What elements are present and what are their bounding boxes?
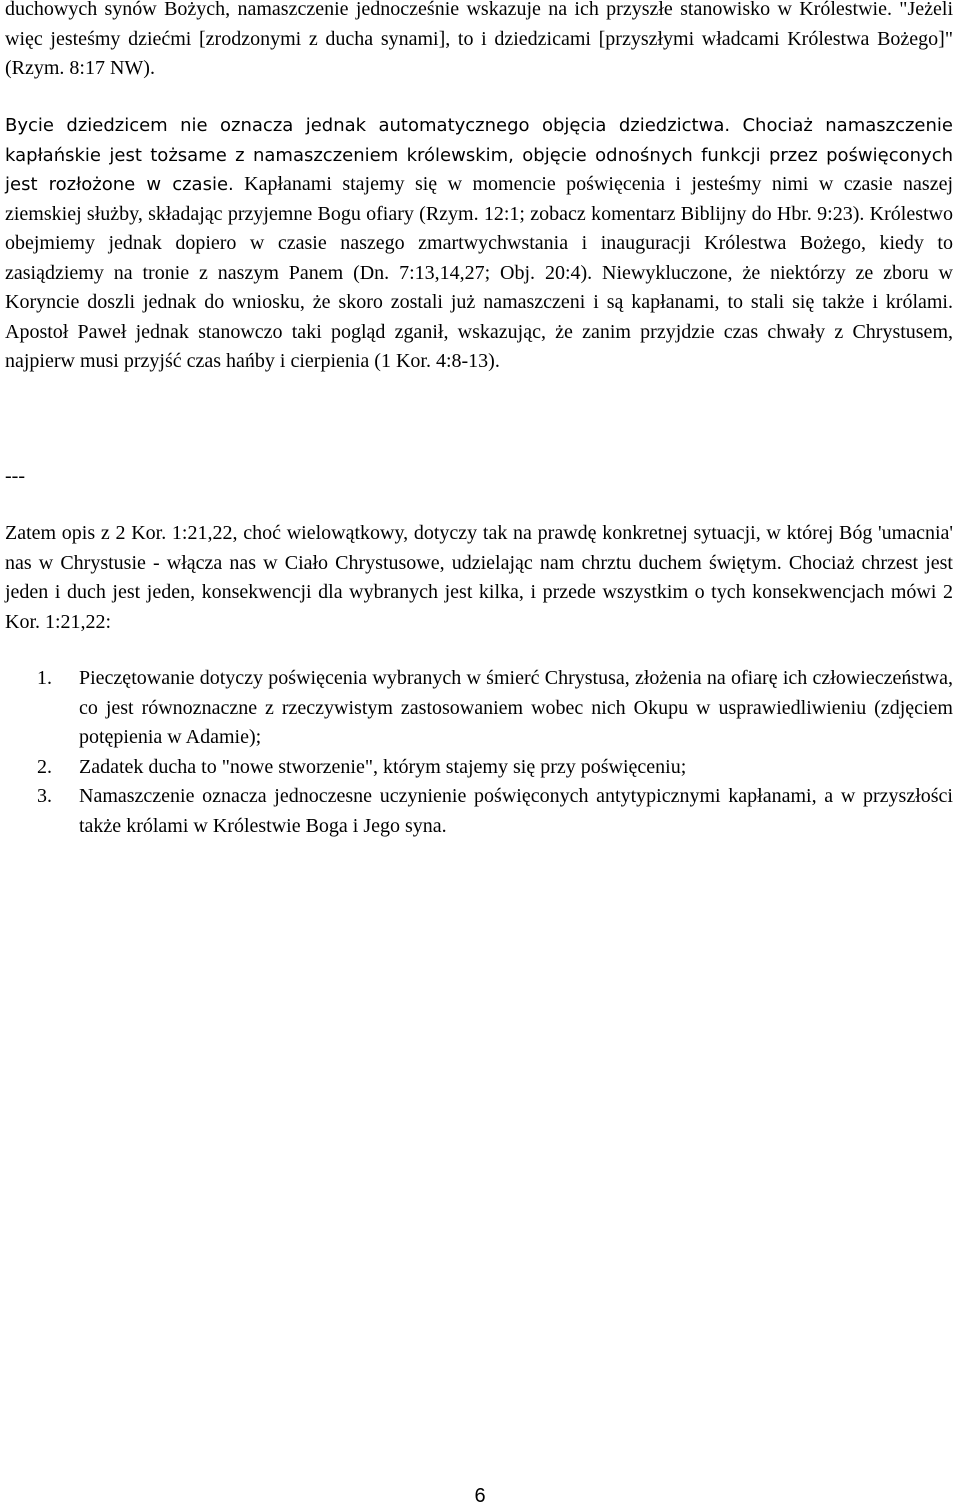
list-item-text: Pieczętowanie dotyczy poświęcenia wybranych w śmierć Chrystusa, złożenia na ofiarę ich człowieczeństwa, co jest równoznaczne z rzeczywistym zastosowaniem wobec nich Okupu w usprawiedliwieniu (zdjęciem potępienia w Adamie); bbox=[79, 667, 953, 748]
paragraph-2-sans-part: Bycie dziedzicem nie oznacza jednak automatycznego objęcia dziedzictwa. Chociaż namaszczenie kapłańskie jest tożsame z namaszczeniem królewskim, objęcie odnośnych funkcji przez poświęconych jest rozłożone w czasie. bbox=[5, 115, 953, 195]
list-item-number: 1. bbox=[37, 667, 52, 689]
list-item-text: Zadatek ducha to "nowe stworzenie", którym stajemy się przy poświęceniu; bbox=[79, 755, 687, 778]
section-separator: --- bbox=[5, 465, 25, 487]
paragraph-3: Zatem opis z 2 Kor. 1:21,22, choć wielowątkowy, dotyczy tak na prawdę konkretnej sytuacji, w której Bóg 'umacnia' nas w Chrystusie - włącza nas w Ciało Chrystusowe, udzielając nam chrztu duchem świętym. Chociaż chrzest jest jeden i duch jest jeden, konsekwencji dla wybranych jest kilka, i przede wszystkim o tych konsekwencjach mówi 2 Kor. 1:21,22: bbox=[5, 522, 953, 633]
paragraph-1: duchowych synów Bożych, namaszczenie jednocześnie wskazuje na ich przyszłe stanowisko w Królestwie. "Jeżeli więc jesteśmy dziećmi [zrodzonymi z ducha synami], to i dziedzicami [przyszłymi władcami Królestwa Bożego]" (Rzym. 8:17 NW). bbox=[5, 0, 953, 79]
numbered-list bbox=[5, 664, 953, 841]
list-item bbox=[5, 664, 953, 753]
list-item-number: 3. bbox=[37, 785, 52, 807]
paragraph-2 bbox=[5, 111, 953, 377]
list-item bbox=[5, 753, 953, 783]
list-item-text: Namaszczenie oznacza jednoczesne uczynienie poświęconych antytypicznymi kapłanami, a w przyszłości także królami w Królestwie Boga i Jego syna. bbox=[79, 785, 953, 837]
list-item-number: 2. bbox=[37, 755, 52, 778]
list-item bbox=[5, 782, 953, 841]
paragraph-2-serif-part: Kapłanami stajemy się w momencie poświęcenia i jesteśmy nimi w czasie naszej ziemskiej służby, składając przyjemne Bogu ofiary (Rzym. 12:1; zobacz komentarz Biblijny do Hbr. 9:23). Królestwo obejmiemy jednak dopiero w czasie naszego zmartwychwstania i inauguracji Królestwa Bożego, kiedy to zasiądziemy na tronie z naszym Panem (Dn. 7:13,14,27; Obj. 20:4). Niewykluczone, że niektórzy ze zboru w Koryncie doszli jednak do wniosku, że skoro zostali już namaszczeni i są kapłanami, to stali się także i królami. Apostoł Paweł jednak stanowczo taki pogląd zganił, wskazując, że zanim przyjdzie czas chwały z Chrystusem, najpierw musi przyjść czas hańby i cierpienia (1 Kor. 4:8-13). bbox=[5, 173, 954, 372]
page-number: 6 bbox=[474, 1485, 486, 1507]
